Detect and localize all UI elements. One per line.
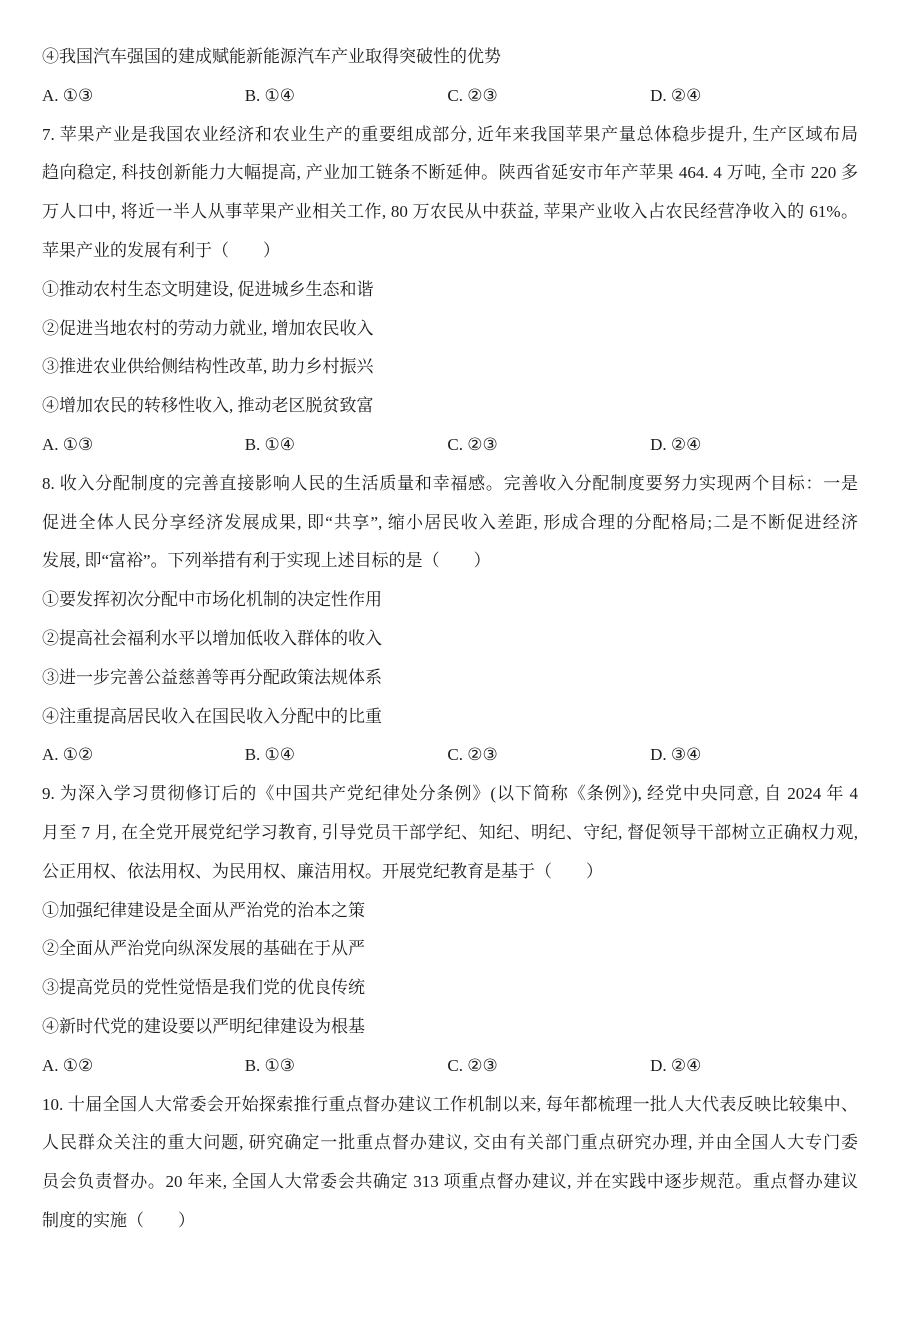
q7-statement-4: ④增加农民的转移性收入, 推动老区脱贫致富 [42,396,374,416]
q8-stem-line-2: 促进全体人民分享经济发展成果, 即“共享”, 缩小居民收入差距, 形成合理的分配格局;二是不断促进经济 [42,512,858,532]
q8-statement-3: ③进一步完善公益慈善等再分配政策法规体系 [42,667,382,687]
q8-stem-line-1: 8. 收入分配制度的完善直接影响人民的生活质量和幸福感。完善收入分配制度要努力实现两个目标：一是 [42,473,858,493]
q8-choice-a: A. ①② [42,745,94,765]
q10-stem-line-4: 制度的实施（ ） [42,1210,195,1230]
q9-statement-1: ①加强纪律建设是全面从严治党的治本之策 [42,900,365,920]
q6-choice-c: C. ②③ [447,85,498,105]
q9-stem-line-3: 公正用权、依法用权、为民用权、廉洁用权。开展党纪教育是基于（ ） [42,861,603,881]
q9-choice-d: D. ②④ [650,1055,702,1075]
q9-statement-2: ②全面从严治党向纵深发展的基础在于从严 [42,939,365,959]
q7-choice-b: B. ①④ [244,434,296,454]
q7-stem-line-2: 趋向稳定, 科技创新能力大幅提高, 产业加工链条不断延伸。陕西省延安市年产苹果 464. 4 万吨, 全市 220 多 [42,163,858,183]
q9-choice-a: A. ①② [42,1055,94,1075]
q7-statement-1: ①推动农村生态文明建设, 促进城乡生态和谐 [42,279,374,299]
q8-statement-1: ①要发挥初次分配中市场化机制的决定性作用 [42,590,382,610]
q8-choice-b: B. ①④ [244,745,296,765]
q7-choice-a: A. ①③ [42,434,94,454]
question-8 [42,465,858,775]
q10-stem-line-2: 人民群众关注的重大问题, 研究确定一批重点督办建议, 交由有关部门重点研究办理, 并由全国人大专门委 [42,1133,858,1153]
q8-choice-d: D. ③④ [650,745,702,765]
q9-choices-row [42,1047,858,1086]
q9-stem-line-1: 9. 为深入学习贯彻修订后的《中国共产党纪律处分条例》(以下简称《条例》), 经党中央同意, 自 2024 年 4 [42,784,858,804]
q7-choice-c: C. ②③ [447,434,498,454]
question-10 [42,1086,858,1241]
q8-stem-line-3: 发展, 即“富裕”。下列举措有利于实现上述目标的是（ ） [42,551,491,571]
q9-statement-4: ④新时代党的建设要以严明纪律建设为根基 [42,1016,365,1036]
q8-statement-2: ②提高社会福利水平以增加低收入群体的收入 [42,628,382,648]
q9-statement-3: ③提高党员的党性觉悟是我们党的优良传统 [42,978,365,998]
q7-choices-row [42,426,858,465]
q6-choices-row [42,77,858,116]
q8-choices-row [42,736,858,775]
q9-stem-line-2: 月至 7 月, 在全党开展党纪学习教育, 引导党员干部学纪、知纪、明纪、守纪, 督促领导干部树立正确权力观, [42,822,858,842]
q7-choice-d: D. ②④ [650,434,702,454]
q9-choice-b: B. ①③ [244,1055,296,1075]
q7-statement-3: ③推进农业供给侧结构性改革, 助力乡村振兴 [42,357,374,377]
q7-stem-line-1: 7. 苹果产业是我国农业经济和农业生产的重要组成部分, 近年来我国苹果产量总体稳步提升, 生产区域布局 [42,124,858,144]
q7-stem-line-3: 万人口中, 将近一半人从事苹果产业相关工作, 80 万农民从中获益, 苹果产业收入占农民经营净收入的 61%。 [42,202,858,222]
q6-choice-b: B. ①④ [244,85,296,105]
q6-statement-4: ④我国汽车强国的建成赋能新能源汽车产业取得突破性的优势 [42,47,501,66]
q8-choice-c: C. ②③ [447,745,498,765]
question-7 [42,116,858,465]
question-9 [42,775,858,1085]
q7-stem-line-4: 苹果产业的发展有利于（ ） [42,240,280,260]
q6-choice-d: D. ②④ [650,85,702,105]
q10-stem-line-1: 10. 十届全国人大常委会开始探索推行重点督办建议工作机制以来, 每年都梳理一批人大代表反映比较集中、 [42,1094,858,1114]
q6-choice-a: A. ①③ [42,85,94,105]
q8-statement-4: ④注重提高居民收入在国民收入分配中的比重 [42,706,382,726]
q10-stem-line-3: 员会负责督办。20 年来, 全国人大常委会共确定 313 项重点督办建议, 并在实践中逐步规范。重点督办建议 [42,1172,858,1192]
q7-statement-2: ②促进当地农村的劳动力就业, 增加农民收入 [42,318,374,338]
q9-choice-c: C. ②③ [447,1055,498,1075]
